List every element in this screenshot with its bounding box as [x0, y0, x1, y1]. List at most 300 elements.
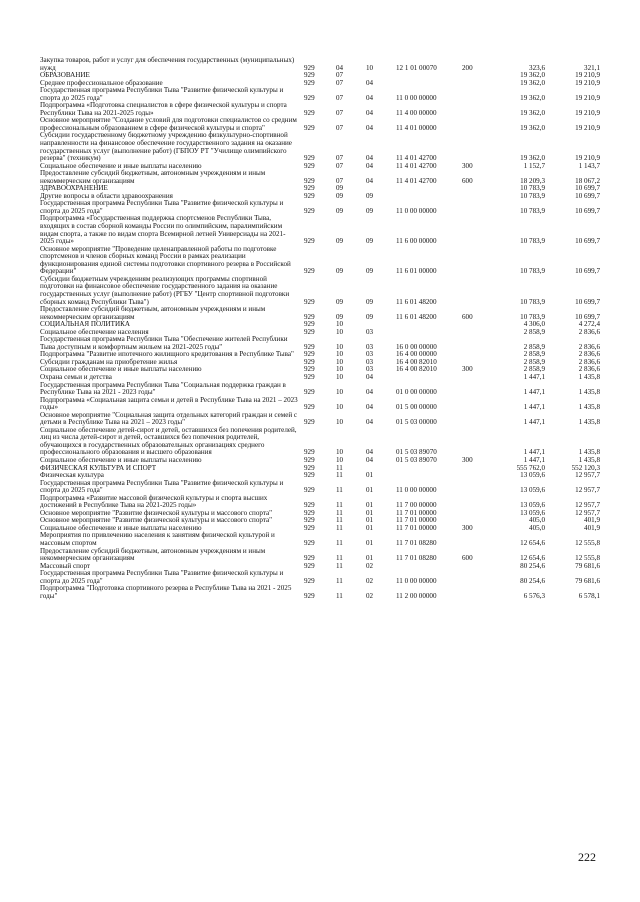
row-name: Охрана семьи и детства: [40, 372, 112, 381]
section-code: 10: [336, 418, 344, 427]
amount-year-2: 12 555,8: [575, 539, 600, 547]
target-article-code: 11 4 01 00000: [396, 123, 437, 132]
section-code: 07: [336, 123, 344, 132]
amount-year-1: 19 362,0: [520, 78, 545, 87]
row-name: Предоставление субсидий бюджетным, автономным учреждениям и иным некоммерческим организациям: [40, 546, 266, 563]
amount-year-1: 10 783,9: [520, 267, 545, 276]
department-code: 929: [304, 191, 315, 200]
department-code: 929: [304, 71, 315, 80]
table-row: [40, 57, 600, 72]
section-code: 11: [336, 539, 343, 547]
department-code: 929: [304, 516, 315, 525]
row-name: Подпрограмма «Развитие массовой физической культуры и спорта высших достижений в Республике Тыва на 2021-2025 годы»: [40, 493, 268, 510]
target-article-code: 01 5 03 00000: [396, 418, 437, 427]
target-article-code: 11 4 01 42700: [396, 161, 437, 170]
amount-year-1: 6 576,3: [523, 591, 545, 600]
expense-type-code: 300: [462, 365, 473, 374]
subsection-code: 02: [366, 576, 374, 585]
department-code: 929: [304, 123, 315, 132]
department-code: 929: [304, 388, 315, 397]
section-code: 10: [336, 327, 344, 336]
department-code: 929: [304, 108, 315, 117]
department-code: 929: [304, 93, 315, 102]
row-name: Государственная программа Республики Тыва "Развитие физической культуры и спорта до 2025 года": [40, 86, 284, 102]
subsection-code: 09: [366, 191, 374, 200]
row-name: Предоставление субсидий бюджетным, автономным учреждениям и иным некоммерческим организациям: [40, 305, 266, 321]
row-name: Подпрограмма "Развитие ипотечного жилищного кредитования в Республике Тыва": [40, 350, 294, 359]
row-name: Социальное обеспечение и иные выплаты населению: [40, 455, 202, 464]
row-name: Государственная программа Республики Тыва "Обеспечение жителей Республики Тыва доступным и комфортным жильем на 2021-2025 годы": [40, 335, 288, 351]
amount-year-2: 1 435,8: [578, 372, 600, 381]
department-code: 929: [304, 267, 315, 276]
target-article-code: 11 2 00 00000: [396, 591, 437, 600]
subsection-code: 03: [366, 357, 374, 366]
section-code: 10: [336, 455, 344, 464]
row-name: Другие вопросы в области здравоохранения: [40, 191, 173, 200]
department-code: 929: [304, 486, 315, 495]
row-name: Социальное обеспечение детей-сирот и детей, оставшихся без попечения родителей, лиц из числа детей-сирот и детей, оставшихся без попечения родителей, обучающихся в государственных образовательных организациях среднего профессионального образования и высшего образования: [40, 425, 297, 457]
table-row: [40, 170, 600, 185]
row-name: Социальное обеспечение и иные выплаты населению: [40, 365, 202, 374]
department-code: 929: [304, 312, 315, 321]
section-code: 10: [336, 365, 344, 374]
expense-type-code: 300: [462, 523, 473, 532]
table-row: [40, 276, 600, 306]
section-code: 11: [336, 516, 343, 525]
target-article-code: 11 0 00 00000: [396, 576, 437, 585]
department-code: 929: [304, 365, 315, 374]
section-code: 11: [336, 561, 343, 570]
department-code: 929: [304, 176, 315, 185]
department-code: 929: [304, 508, 315, 517]
amount-year-2: 1 435,8: [578, 455, 600, 464]
subsection-code: 09: [366, 206, 374, 215]
amount-year-1: 19 362,0: [520, 108, 545, 117]
subsection-code: 09: [366, 267, 374, 276]
amount-year-2: 6 578,1: [578, 591, 600, 600]
department-code: 929: [304, 342, 315, 351]
amount-year-2: 1 435,8: [578, 403, 600, 412]
section-code: 09: [336, 267, 344, 276]
department-code: 929: [304, 418, 315, 427]
amount-year-1: 13 059,6: [520, 471, 545, 480]
amount-year-1: 2 858,9: [523, 357, 545, 366]
row-name: Основное мероприятие "Создание условий для подготовки специалистов со средним профессиональным образованием в сфере физической культуры и спорта": [40, 116, 297, 132]
row-name: Субсидии бюджетным учреждениям реализующих программы спортивной подготовки на финансовое обеспечение государственного задания на оказание государственных услуг (выполнение работ) (РГБУ "Центр спортивной подготовки сборных команд Республики Тыва"): [40, 274, 290, 306]
amount-year-2: 1 435,8: [578, 418, 600, 427]
subsection-code: 01: [366, 501, 374, 510]
amount-year-2: 401,9: [584, 516, 600, 525]
row-name: Государственная программа Республики Тыва "Развитие физической культуры и спорта до 2025 года": [40, 199, 284, 215]
amount-year-1: 2 858,9: [523, 342, 545, 351]
amount-year-2: 10 699,7: [575, 191, 600, 200]
amount-year-2: 10 699,7: [575, 237, 600, 246]
table-row: [40, 532, 600, 547]
section-code: 11: [336, 576, 343, 585]
amount-year-1: 10 783,9: [520, 191, 545, 200]
amount-year-2: 79 681,6: [575, 561, 600, 570]
subsection-code: 01: [366, 539, 374, 547]
section-code: 11: [336, 523, 343, 532]
amount-year-1: 555 762,0: [516, 463, 545, 472]
section-code: 07: [336, 154, 344, 163]
row-name: ЗДРАВООХРАНЕНИЕ: [40, 184, 108, 193]
row-name: Основное мероприятие "Развитие физической культуры и массового спорта": [40, 508, 273, 517]
row-name: Подпрограмма «Социальная защита семьи и детей в Республике Тыва на 2021 – 2023 годы»: [40, 395, 298, 412]
target-article-code: 11 4 01 42700: [396, 154, 437, 163]
table-row: [40, 336, 600, 351]
department-code: 929: [304, 554, 315, 563]
subsection-code: 03: [366, 350, 374, 359]
target-article-code: 01 5 03 89070: [396, 455, 437, 464]
section-code: 11: [336, 591, 343, 600]
row-name: Государственная программа Республики Тыва "Развитие физической культуры и спорта до 2025 года": [40, 478, 284, 495]
section-code: 10: [336, 350, 344, 359]
amount-year-1: 18 209,3: [520, 176, 545, 185]
department-code: 929: [304, 78, 315, 87]
amount-year-2: 12 957,7: [575, 501, 600, 510]
expense-type-code: 300: [462, 161, 473, 170]
amount-year-2: 1 143,7: [578, 161, 600, 170]
amount-year-1: 19 362,0: [520, 71, 545, 80]
subsection-code: 04: [366, 448, 374, 457]
target-article-code: 11 7 01 00000: [396, 523, 437, 532]
amount-year-2: 2 836,6: [578, 357, 600, 366]
row-name: Государственная программа Республики Тыва "Развитие физической культуры и спорта до 2025 года": [40, 569, 284, 585]
amount-year-2: 12 957,7: [575, 508, 600, 517]
subsection-code: 09: [366, 297, 374, 306]
target-article-code: 11 7 00 00000: [396, 501, 437, 510]
budget-table: [40, 57, 600, 600]
amount-year-2: 12 957,7: [575, 471, 600, 480]
target-article-code: 16 4 00 82010: [396, 357, 437, 366]
section-code: 11: [336, 471, 343, 480]
target-article-code: 01 5 03 89070: [396, 448, 437, 457]
amount-year-1: 1 447,1: [523, 388, 545, 397]
table-row: [40, 382, 600, 397]
department-code: 929: [304, 320, 315, 329]
section-code: 11: [336, 508, 343, 517]
department-code: 929: [304, 350, 315, 359]
section-code: 10: [336, 403, 344, 412]
department-code: 929: [304, 448, 315, 457]
amount-year-1: 10 783,9: [520, 206, 545, 215]
row-name: Социальное обеспечение и иные выплаты населению: [40, 161, 202, 170]
amount-year-1: 12 654,6: [520, 539, 545, 547]
subsection-code: 03: [366, 327, 374, 336]
subsection-code: 01: [366, 554, 374, 563]
amount-year-2: 19 210,9: [575, 93, 600, 102]
target-article-code: 11 6 01 00000: [396, 267, 437, 276]
amount-year-1: 12 654,6: [520, 554, 545, 563]
amount-year-2: 401,9: [584, 523, 600, 532]
amount-year-1: 80 254,6: [520, 576, 545, 585]
amount-year-2: 321,1: [584, 63, 600, 72]
expense-type-code: 200: [462, 63, 473, 72]
row-name: СОЦИАЛЬНАЯ ПОЛИТИКА: [40, 320, 130, 329]
department-code: 929: [304, 327, 315, 336]
row-name: Основное мероприятие "Проведение целенаправленной работы по подготовке спортсменов и членов сборных команд России в рамках реализации функционирования единой системы подготовки спортивного резерва в Российской Федерации": [40, 244, 291, 276]
target-article-code: 01 0 00 00000: [396, 388, 437, 397]
amount-year-2: 2 836,6: [578, 365, 600, 374]
section-code: 10: [336, 388, 344, 397]
row-name: Основное мероприятие "Развитие физической культуры и массового спорта": [40, 516, 273, 525]
amount-year-2: 2 836,6: [578, 350, 600, 359]
target-article-code: 11 4 01 42700: [396, 176, 437, 185]
subsection-code: 04: [366, 455, 374, 464]
table-row: [40, 246, 600, 276]
table-row: [40, 465, 600, 473]
row-name: Мероприятия по привлечению населения к занятиям физической культурой и массовым спортом: [40, 531, 275, 547]
subsection-code: 04: [366, 418, 374, 427]
target-article-code: 11 0 00 00000: [396, 206, 437, 215]
amount-year-1: 1 447,1: [523, 455, 545, 464]
subsection-code: 01: [366, 516, 374, 525]
amount-year-2: 19 210,9: [575, 78, 600, 87]
row-name: Предоставление субсидий бюджетным, автономным учреждениям и иным некоммерческим организациям: [40, 169, 266, 185]
amount-year-1: 13 059,6: [520, 508, 545, 517]
subsection-code: 04: [366, 403, 374, 412]
amount-year-2: 10 699,7: [575, 206, 600, 215]
subsection-code: 04: [366, 108, 374, 117]
amount-year-2: 79 681,6: [575, 576, 600, 585]
section-code: 11: [336, 501, 343, 510]
table-row: [40, 87, 600, 102]
target-article-code: 11 7 01 08280: [396, 554, 437, 563]
amount-year-1: 10 783,9: [520, 312, 545, 321]
subsection-code: 09: [366, 237, 374, 246]
section-code: 10: [336, 342, 344, 351]
section-code: 07: [336, 176, 344, 185]
row-name: Массовый спорт: [40, 561, 91, 570]
section-code: 09: [336, 297, 344, 306]
subsection-code: 04: [366, 78, 374, 87]
target-article-code: 16 4 00 00000: [396, 350, 437, 359]
row-name: ФИЗИЧЕСКАЯ КУЛЬТУРА И СПОРТ: [40, 463, 157, 472]
amount-year-1: 19 362,0: [520, 154, 545, 163]
section-code: 09: [336, 191, 344, 200]
department-code: 929: [304, 161, 315, 170]
amount-year-1: 1 447,1: [523, 418, 545, 427]
section-code: 10: [336, 357, 344, 366]
row-name: ОБРАЗОВАНИЕ: [40, 71, 90, 80]
table-row: [40, 306, 600, 321]
department-code: 929: [304, 403, 315, 412]
amount-year-2: 19 210,9: [575, 154, 600, 163]
department-code: 929: [304, 184, 315, 193]
department-code: 929: [304, 297, 315, 306]
amount-year-2: 1 435,8: [578, 448, 600, 457]
amount-year-1: 10 783,9: [520, 297, 545, 306]
amount-year-1: 2 858,9: [523, 350, 545, 359]
table-row: [40, 397, 600, 412]
section-code: 09: [336, 206, 344, 215]
row-name: Подпрограмма «Государственная поддержка спортсменов Республики Тыва, входящих в состав сборной команды России по олимпийским, паралимпийским видам спорта, а также по видам спорта Всемирной летней Универсиады на 2021-2025 годы»: [40, 214, 286, 246]
row-name: Подпрограмма "Подготовка спортивного резерва в Республике Тыва на 2021 - 2025 годы": [40, 584, 292, 600]
amount-year-1: 13 059,6: [520, 501, 545, 510]
target-article-code: 11 4 00 00000: [396, 108, 437, 117]
subsection-code: 10: [366, 63, 374, 72]
target-article-code: 12 1 01 00070: [396, 63, 437, 72]
section-code: 09: [336, 237, 344, 246]
subsection-code: 04: [366, 123, 374, 132]
table-row: [40, 200, 600, 215]
amount-year-1: 405,0: [529, 516, 545, 525]
target-article-code: 11 7 01 08280: [396, 539, 437, 547]
amount-year-2: 10 699,7: [575, 184, 600, 193]
department-code: 929: [304, 154, 315, 163]
section-code: 10: [336, 372, 344, 381]
department-code: 929: [304, 237, 315, 246]
target-article-code: 11 6 01 48200: [396, 297, 437, 306]
subsection-code: 03: [366, 365, 374, 374]
subsection-code: 01: [366, 471, 374, 480]
table-row: [40, 427, 600, 457]
target-article-code: 16 0 00 00000: [396, 342, 437, 351]
table-row: [40, 132, 600, 162]
table-row: [40, 495, 600, 510]
table-row: [40, 480, 600, 495]
section-code: 11: [336, 463, 343, 472]
amount-year-2: 10 699,7: [575, 267, 600, 276]
amount-year-1: 1 447,1: [523, 372, 545, 381]
section-code: 04: [336, 63, 344, 72]
department-code: 929: [304, 455, 315, 464]
subsection-code: 04: [366, 93, 374, 102]
section-code: 09: [336, 184, 344, 193]
section-code: 10: [336, 320, 344, 329]
department-code: 929: [304, 206, 315, 215]
row-name: Субсидии государственному бюджетному учреждению физкультурно-спортивной направленности на финансовое обеспечение государственного задания на оказание государственных услуг (выполнение работ) (ГБПОУ РТ "Училище олимпийского резерва" (техникум): [40, 131, 292, 163]
amount-year-2: 1 435,8: [578, 388, 600, 397]
target-article-code: 11 6 01 48200: [396, 312, 437, 321]
section-code: 10: [336, 448, 344, 457]
amount-year-1: 19 362,0: [520, 123, 545, 132]
expense-type-code: 300: [462, 455, 473, 464]
section-code: 07: [336, 108, 344, 117]
amount-year-1: 2 858,9: [523, 365, 545, 374]
department-code: 929: [304, 591, 315, 600]
department-code: 929: [304, 63, 315, 72]
amount-year-2: 12 555,8: [575, 554, 600, 563]
subsection-code: 01: [366, 486, 374, 495]
target-article-code: 16 4 00 82010: [396, 365, 437, 374]
subsection-code: 01: [366, 523, 374, 532]
target-article-code: 11 0 00 00000: [396, 486, 437, 495]
department-code: 929: [304, 372, 315, 381]
department-code: 929: [304, 463, 315, 472]
amount-year-1: 19 362,0: [520, 93, 545, 102]
amount-year-2: 18 067,2: [575, 176, 600, 185]
subsection-code: 02: [366, 591, 374, 600]
target-article-code: 11 0 00 00000: [396, 93, 437, 102]
department-code: 929: [304, 576, 315, 585]
row-name: Закупка товаров, работ и услуг для обеспечения государственных (муниципальных) нужд: [40, 56, 295, 72]
row-name: Социальное обеспечение населения: [40, 327, 149, 336]
subsection-code: 01: [366, 508, 374, 517]
table-row: [40, 102, 600, 117]
subsection-code: 02: [366, 561, 374, 570]
amount-year-1: 323,6: [529, 63, 545, 72]
section-code: 11: [336, 554, 343, 563]
department-code: 929: [304, 539, 315, 547]
row-name: Среднее профессиональное образование: [40, 78, 163, 87]
section-code: 07: [336, 78, 344, 87]
target-article-code: 11 7 01 00000: [396, 508, 437, 517]
subsection-code: 04: [366, 176, 374, 185]
amount-year-2: 19 210,9: [575, 71, 600, 80]
section-code: 07: [336, 161, 344, 170]
amount-year-1: 2 858,9: [523, 327, 545, 336]
target-article-code: 01 5 00 00000: [396, 403, 437, 412]
department-code: 929: [304, 357, 315, 366]
amount-year-1: 405,0: [529, 523, 545, 532]
section-code: 07: [336, 93, 344, 102]
table-row: [40, 117, 600, 132]
table-row: [40, 215, 600, 245]
amount-year-1: 4 306,0: [523, 320, 545, 329]
amount-year-2: 2 836,6: [578, 327, 600, 336]
subsection-code: 04: [366, 161, 374, 170]
subsection-code: 09: [366, 312, 374, 321]
row-name: Государственная программа Республики Тыва "Социальная поддержка граждан в Республике Тыва на 2021 - 2023 годы": [40, 380, 286, 397]
section-code: 07: [336, 71, 344, 80]
target-article-code: 11 7 01 00000: [396, 516, 437, 525]
amount-year-2: 552 120,3: [571, 463, 600, 472]
row-name: Физическая культура: [40, 471, 104, 480]
department-code: 929: [304, 471, 315, 480]
amount-year-2: 19 210,9: [575, 108, 600, 117]
amount-year-2: 19 210,9: [575, 123, 600, 132]
expense-type-code: 600: [462, 312, 473, 321]
table-row: [40, 585, 600, 600]
row-name: Субсидии гражданам на приобретение жилья: [40, 357, 178, 366]
department-code: 929: [304, 561, 315, 570]
amount-year-1: 10 783,9: [520, 237, 545, 246]
table-row: [40, 548, 600, 563]
amount-year-2: 10 699,7: [575, 297, 600, 306]
row-name: Социальное обеспечение и иные выплаты населению: [40, 523, 202, 532]
amount-year-1: 10 783,9: [520, 184, 545, 193]
amount-year-1: 80 254,6: [520, 561, 545, 570]
section-code: 09: [336, 312, 344, 321]
amount-year-1: 1 152,7: [523, 161, 545, 170]
subsection-code: 03: [366, 342, 374, 351]
amount-year-1: 1 447,1: [523, 403, 545, 412]
table-row: [40, 570, 600, 585]
expense-type-code: 600: [462, 554, 473, 563]
expense-type-code: 600: [462, 176, 473, 185]
subsection-code: 04: [366, 372, 374, 381]
section-code: 11: [336, 486, 343, 495]
subsection-code: 04: [366, 388, 374, 397]
amount-year-1: 1 447,1: [523, 448, 545, 457]
row-name: Основное мероприятие "Социальная защита отдельных категорий граждан и семей с детьми в Республике Тыва на 2021 – 2023 годы": [40, 410, 298, 427]
amount-year-2: 4 272,4: [578, 320, 600, 329]
department-code: 929: [304, 523, 315, 532]
target-article-code: 11 6 00 00000: [396, 237, 437, 246]
amount-year-2: 2 836,6: [578, 342, 600, 351]
amount-year-1: 13 059,6: [520, 486, 545, 495]
row-name: Подпрограмма «Подготовка специалистов в сфере физической культуры и спорта Республики Тыва на 2021-2025 годы»: [40, 101, 287, 117]
subsection-code: 04: [366, 154, 374, 163]
amount-year-2: 10 699,7: [575, 312, 600, 321]
amount-year-2: 12 957,7: [575, 486, 600, 495]
department-code: 929: [304, 501, 315, 510]
page-number: 222: [578, 850, 596, 864]
table-row: [40, 412, 600, 427]
table-row: [40, 366, 600, 374]
